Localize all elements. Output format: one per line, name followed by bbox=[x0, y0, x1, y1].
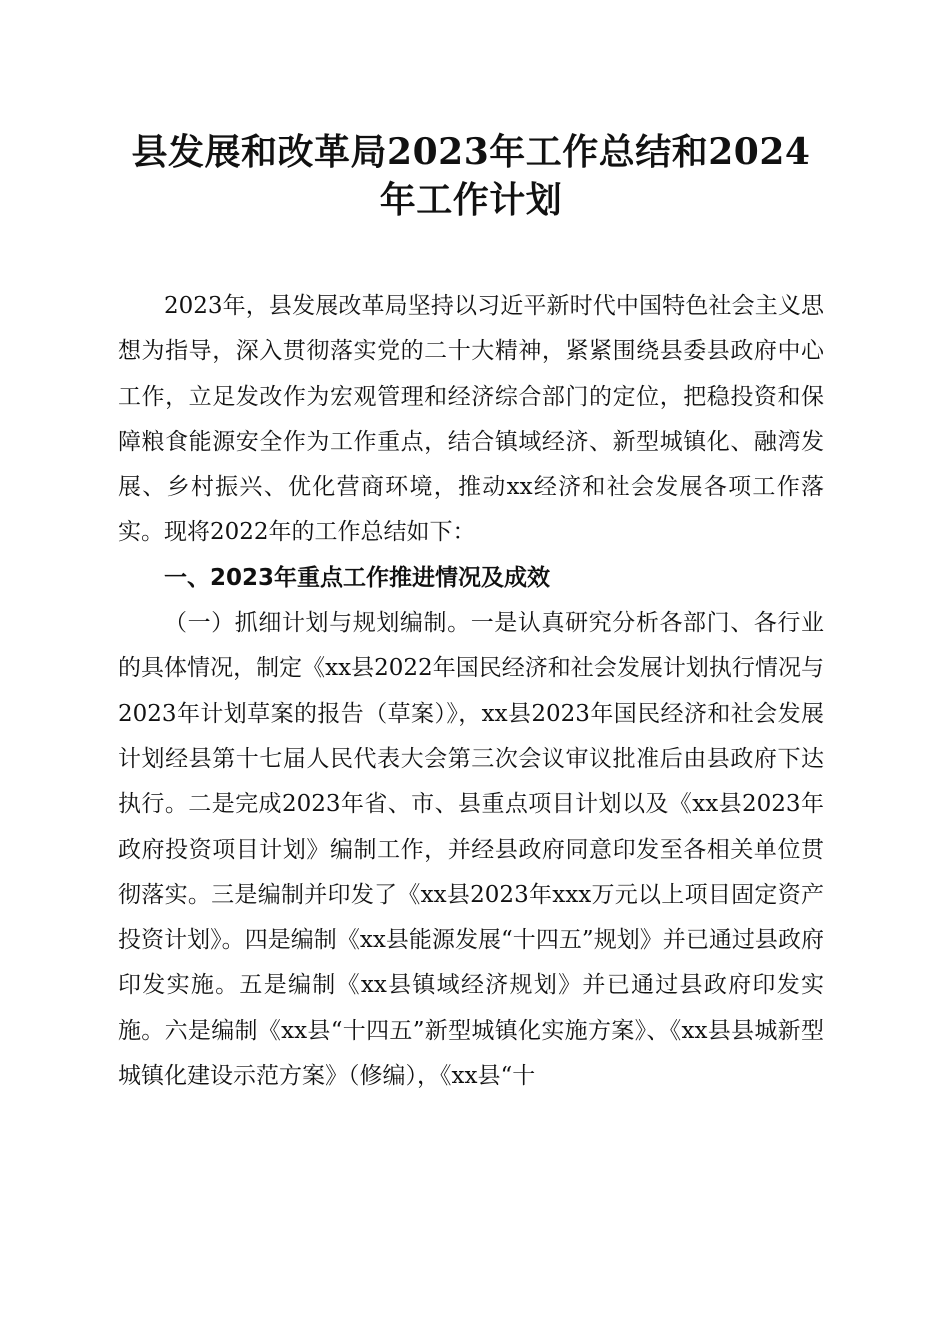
section-paragraph: （一）抓细计划与规划编制。一是认真研究分析各部门、各行业的具体情况，制定《xx县2022年国民经济和社会发展计划执行情况与2023年计划草案的报告（草案）》，xx县2023年国民经济和社会发展计划经县第十七届人民代表大会第三次会议审议批准后由县政府下达执行。二是完成2023年省、市、县重点项目计划以及《xx县2023年政府投资项目计划》编制工作，并经县政府同意印发至各相关单位贯彻落实。三是编制并印发了《xx县2023年xxx万元以上项目固定资产投资计划》。四是编制《xx县能源发展“十四五”规划》并已通过县政府印发实施。五是编制《xx县镇域经济规划》并已通过县政府印发实施。六是编制《xx县“十四五”新型城镇化实施方案》、《xx县县城新型城镇化建设示范方案》（修编），《xx县“十 bbox=[118, 610, 824, 1090]
intro-paragraph: 2023年，县发展改革局坚持以习近平新时代中国特色社会主义思想为指导，深入贯彻落实党的二十大精神，紧紧围绕县委县政府中心工作，立足发改作为宏观管理和经济综合部门的定位，把稳投资和保障粮食能源安全作为工作重点，结合镇域经济、新型城镇化、融湾发展、乡村振兴、优化营商环境，推动xx经济和社会发展各项工作落实。现将2022年的工作总结如下： bbox=[118, 293, 824, 546]
document-body bbox=[118, 284, 824, 1099]
document-title: 县发展和改革局2023年工作总结和2024年工作计划 bbox=[131, 131, 811, 221]
section-heading: 一、2023年重点工作推进情况及成效 bbox=[164, 564, 551, 591]
document-page bbox=[118, 128, 824, 1099]
